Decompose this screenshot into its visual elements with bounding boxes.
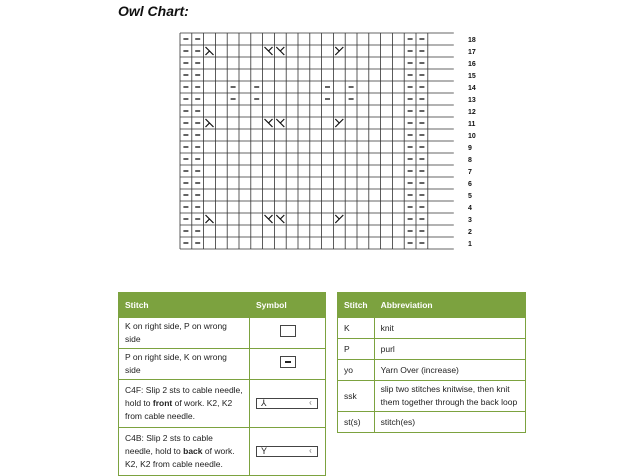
row-number: 3: [468, 217, 472, 224]
cable-front-mark: [265, 47, 273, 55]
symbol-header: Symbol: [250, 293, 326, 318]
cable-front-mark: [206, 119, 214, 127]
cable-left-glyph: ⅄: [261, 398, 267, 408]
cable-back-mark: [276, 47, 284, 55]
cable-front-mark: [206, 47, 214, 55]
cable-back-mark: [335, 119, 343, 127]
cable-back-mark: [276, 215, 284, 223]
abbr-stitch: P: [338, 339, 375, 360]
cable-front-mark: [265, 215, 273, 223]
cable-front-mark: [206, 215, 214, 223]
row-number: 6: [468, 181, 472, 188]
stitch-legend-table: [118, 292, 326, 476]
row-number: 9: [468, 145, 472, 152]
abbr-stitch: st(s): [338, 412, 375, 433]
purl-icon: [280, 356, 296, 368]
row-number: 13: [468, 97, 476, 104]
cable-back-mark: [335, 215, 343, 223]
cable-left-glyph: Y: [261, 446, 268, 456]
box-icon: [280, 325, 296, 337]
cable-right-glyph: ᚲ: [307, 446, 313, 456]
abbr-stitch: yo: [338, 360, 375, 381]
row-number: 11: [468, 121, 476, 128]
stitch-header: Stitch: [119, 293, 250, 318]
abbr-meaning: slip two stitches knitwise, then knit them together through the back loop: [374, 381, 525, 412]
cable-front-icon: [256, 398, 318, 409]
row-number: 2: [468, 229, 472, 236]
row-number: 12: [468, 109, 476, 116]
row-number: 16: [468, 61, 476, 68]
row-number: 17: [468, 49, 476, 56]
page-title: Owl Chart:: [118, 3, 189, 19]
cable-right-glyph: ᚲ: [307, 398, 313, 408]
abbr-meaning: purl: [374, 339, 525, 360]
row-number: 1: [468, 241, 472, 248]
stitch-header: Stitch: [338, 293, 375, 318]
abbreviation-header: Abbreviation: [374, 293, 525, 318]
abbr-meaning: knit: [374, 318, 525, 339]
abbr-meaning: Yarn Over (increase): [374, 360, 525, 381]
abbr-stitch: K: [338, 318, 375, 339]
abbr-stitch: ssk: [338, 381, 375, 412]
row-number: 14: [468, 85, 476, 92]
row-number: 15: [468, 73, 476, 80]
cable-front-mark: [265, 119, 273, 127]
stitch-description: C4F: Slip 2 sts to cable needle, hold to front of work. K2, K2 from cable needle.: [119, 380, 250, 428]
cable-back-mark: [276, 119, 284, 127]
stitch-description: K on right side, P on wrong side: [119, 318, 250, 349]
row-number: 5: [468, 193, 472, 200]
cable-back-mark: [335, 47, 343, 55]
row-number: 10: [468, 133, 476, 140]
row-number: 4: [468, 205, 472, 212]
stitch-description: C4B: Slip 2 sts to cable needle, hold to back of work. K2, K2 from cable needle.: [119, 428, 250, 476]
row-number: 7: [468, 169, 472, 176]
abbr-meaning: stitch(es): [374, 412, 525, 433]
row-number: 8: [468, 157, 472, 164]
abbreviation-legend-table: [337, 292, 526, 433]
stitch-description: P on right side, K on wrong side: [119, 349, 250, 380]
cable-back-icon: [256, 446, 318, 457]
row-number: 18: [468, 37, 476, 44]
